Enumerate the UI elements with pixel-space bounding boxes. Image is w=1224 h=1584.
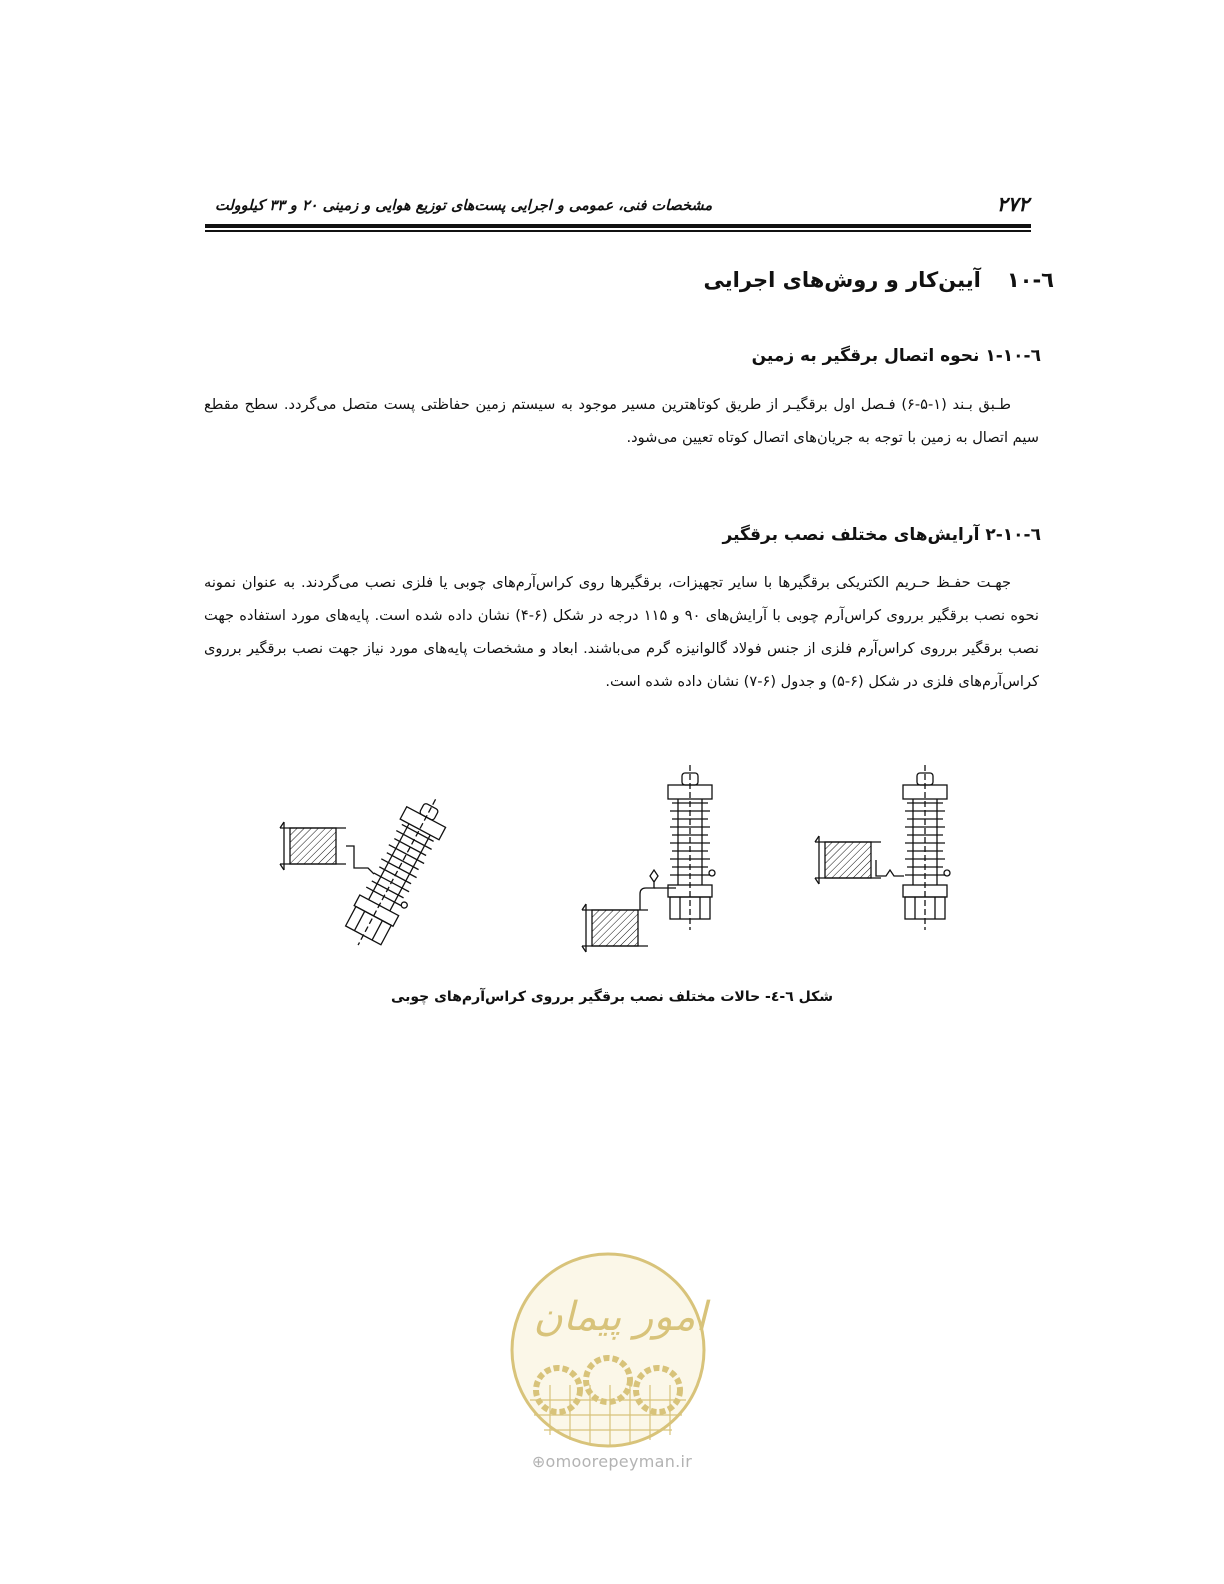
section-heading: [704, 268, 1054, 292]
subsection-1-paragraph: طـبق بـند (۱-۵-۶) فـصل اول برقگیـر از طریق کوتاهترین مسیر موجود به سیستم زمین حفاظتی پست متصل می‌گردد. سطح مقطع سیم اتصال به زمین با توجه به جریان‌های اتصال کوتاه تعیین می‌شود.: [204, 396, 1039, 446]
section-title: آیین‌کار و روش‌های اجرایی: [703, 268, 981, 292]
figure-arrester-mountings: [270, 760, 970, 960]
watermark-url: [0, 1452, 1224, 1471]
watermark-logo: [500, 1250, 716, 1450]
running-header-title: مشخصات فنی، عمومی و اجرایی پست‌های توزیع هوایی و زمینی ۲۰ و ۳۳ کیلوولت: [215, 198, 713, 214]
globe-icon: ⊕: [531, 1452, 546, 1471]
figure-caption: شکل ٦-٤- حالات مختلف نصب برقگیر برروی کراس‌آرم‌های چوبی: [390, 989, 834, 1005]
arrester-tilted-drawing: [280, 789, 458, 957]
page-header: [205, 188, 1031, 232]
arrester-vertical-side-drawing: [815, 765, 950, 930]
header-rule: [205, 224, 1031, 228]
subsection-2-heading: ٦-١٠-٢ آرایش‌های مختلف نصب برقگیر: [722, 525, 1041, 545]
header-rule-thin: [205, 230, 1031, 232]
watermark-logo-text: امور پیمان: [533, 1294, 707, 1340]
watermark-url-text: omoorepeyman.ir: [545, 1452, 693, 1471]
page-number: ۲۷۲: [996, 192, 1029, 216]
subsection-1-heading: ٦-١٠-١ نحوه اتصال برقگیر به زمین: [751, 346, 1041, 366]
subsection-2-paragraph: جهـت حفـظ حـریم الکتریکی برقگیرها با سایر تجهیزات، برقگیرها روی کراس‌آرم‌های چوبی یا فلزی نصب می‌گردند. به عنوان نمونه نحوه نصب برقگیر برروی کراس‌آرم چوبی با آرایش‌های ۹۰ و ۱۱۵ درجه در شکل (۶-۴) نشان داده شده است. پایه‌های مورد استفاده جهت نصب برقگیر برروی کراس‌آرم فلزی از جنس فولاد گالوانیزه گرم می‌باشند. ابعاد و مشخصات پایه‌های مورد نیاز جهت نصب برقگیر برروی کراس‌آرم‌های فلزی در شکل (۶-۵) و جدول (۶-۷) نشان داده شده است.: [204, 574, 1039, 690]
arrester-vertical-low-drawing: [582, 765, 715, 952]
section-number: ٦-١٠: [1006, 268, 1054, 292]
